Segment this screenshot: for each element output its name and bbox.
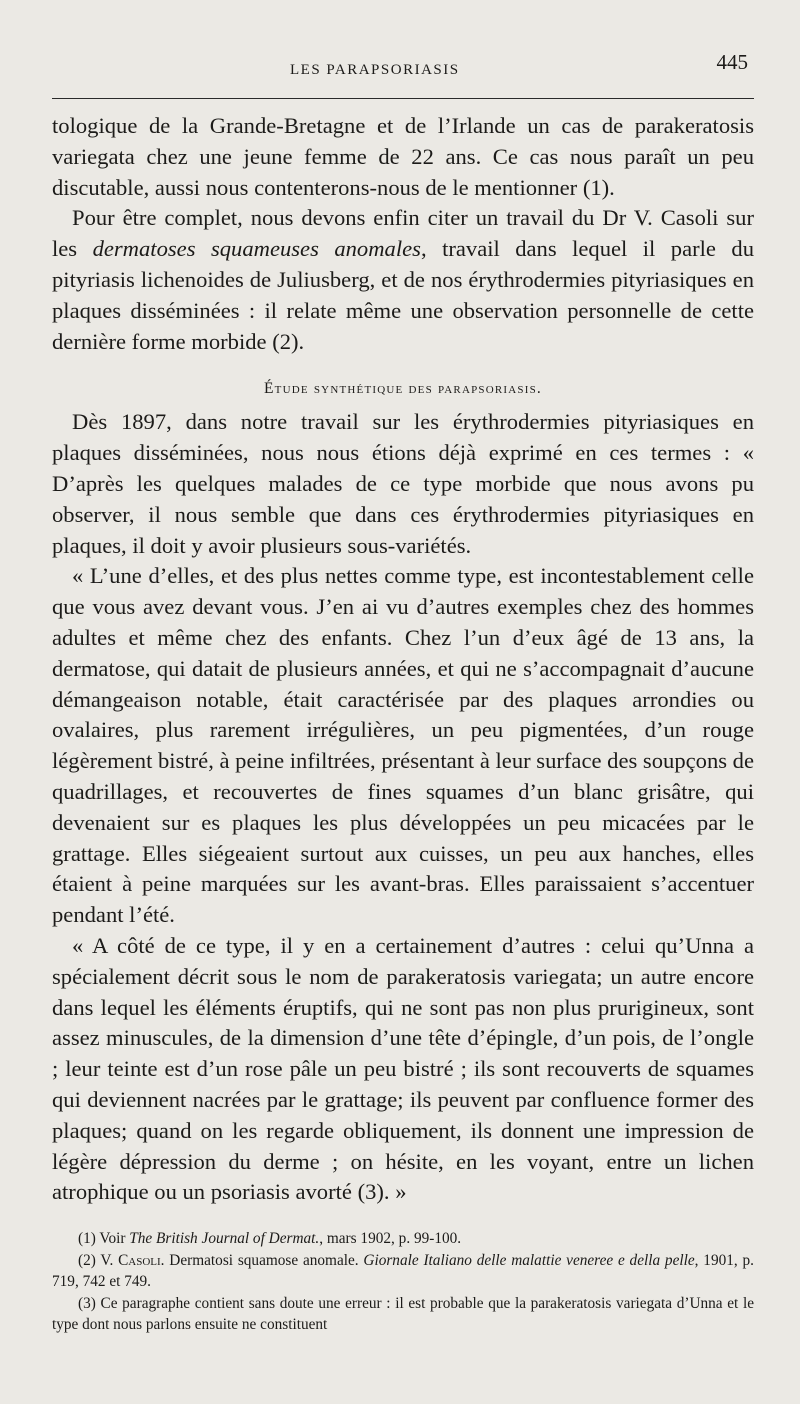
footnote-2-author: Casoli [118, 1251, 161, 1269]
footnote-1-part-b: , mars 1902, p. 99-100. [319, 1230, 462, 1248]
footnote-2 [52, 1250, 754, 1293]
footnote-2-part-b: . Dermatosi squamose anomale. [160, 1251, 364, 1269]
running-title: LES PARAPSORIASIS [290, 62, 460, 78]
paragraph-3: Dès 1897, dans notre travail sur les érythrodermies pityriasiques en plaques disséminées, nous nous étions déjà exprimé en ces termes : « D’après les quelques malades de ce type morbide que nous avons pu observer, il nous semble que dans ces érythrodermies pityriasiques en plaques, il doit y avoir plusieurs sous-variétés. [52, 409, 754, 558]
footnote-2-part-c: , 1901, p. 719, 742 et 749. [52, 1251, 754, 1291]
paragraph-1: tologique de la Grande-Bretagne et de l’Irlande un cas de parakeratosis variegata chez une jeune femme de 22 ans. Ce cas nous paraît un peu discutable, aussi nous contenterons-nous de le mentionner (1). [52, 113, 754, 200]
footnote-1-journal: The British Journal of Dermat. [129, 1230, 320, 1248]
footnote-2-journal: Giornale Italiano delle malattie veneree e della pelle [363, 1251, 695, 1269]
footnote-3: (3) Ce paragraphe contient sans doute une erreur : il est probable que la parakeratosis variegata d’Unna et le type dont nous parlons ensuite ne constituent [52, 1294, 754, 1334]
paragraph-5: « A côté de ce type, il y en a certainement d’autres : celui qu’Unna a spécialement décrit sous le nom de parakeratosis variegata; un autre encore dans lequel les éléments éruptifs, qui ne sont pas non plus prurigineux, sont assez minuscules, de la dimension d’une tête d’épingle, d’un pois, de l’ongle ; leur teinte est d’un rose pâle un peu bistré ; ils sont recouverts de squames qui deviennent nacrées par le grattage; ils peuvent par confluence former des plaques; quand on les regarde obliquement, ils donnent une impression de légère dépression du derme ; on hésite, en les voyant, entre un lichen atrophique ou un psoriasis avorté (3). » [52, 932, 754, 1205]
section-heading-initial: É [263, 380, 275, 398]
footnote-1-part-a: (1) Voir [78, 1230, 130, 1248]
paragraph-2-italic-title: dermatoses squameuses anomales [92, 236, 421, 262]
section-heading [52, 377, 754, 401]
footnote-1 [52, 1228, 754, 1250]
paragraph-2-part-b: , travail dans lequel il parle du pityriasis lichenoides de Juliusberg, et de nos érythrodermies pityriasiques en plaques disséminées : il relate même une observation personnelle de cette dernière forme morbide (2). [52, 236, 754, 354]
paragraph-4: « L’une d’elles, et des plus nettes comme type, est incontestablement celle que vous avez devant vous. J’en ai vu d’autres exemples chez des hommes adultes et même chez des enfants. Chez l’un d’eux âgé de 13 ans, la dermatose, qui datait de plusieurs années, et qui ne s’accompagnait d’aucune démangeaison notable, était caractérisée par des plaques arrondies ou ovalaires, plus rarement irrégulières, un peu pigmentées, d’un rouge légèrement bistré, à peine infiltrées, présentant à leur surface des soupçons de quadrillages, et recouvertes de fines squames d’un blanc grisâtre, qui devenaient sur es plaques les plus développées un peu micacées par le grattage. Elles siégeaient surtout aux cuisses, un peu aux hanches, elles étaient à peine marquées sur les avant-bras. Elles paraissaient s’accentuer pendant l’été. [52, 563, 755, 928]
footnotes [52, 1228, 754, 1336]
footnote-2-part-a: (2) V. [78, 1251, 119, 1269]
page-number: 445 [716, 50, 748, 74]
paragraph-2 [52, 203, 754, 357]
running-header [52, 40, 754, 88]
paragraph-2-part-a: Pour être complet, nous devons enfin citer un travail du Dr V. Casoli sur les [52, 205, 754, 262]
section-heading-rest: tude synthétique des parapsoriasis. [274, 380, 542, 398]
main-text [52, 111, 754, 1208]
header-rule [52, 98, 754, 99]
